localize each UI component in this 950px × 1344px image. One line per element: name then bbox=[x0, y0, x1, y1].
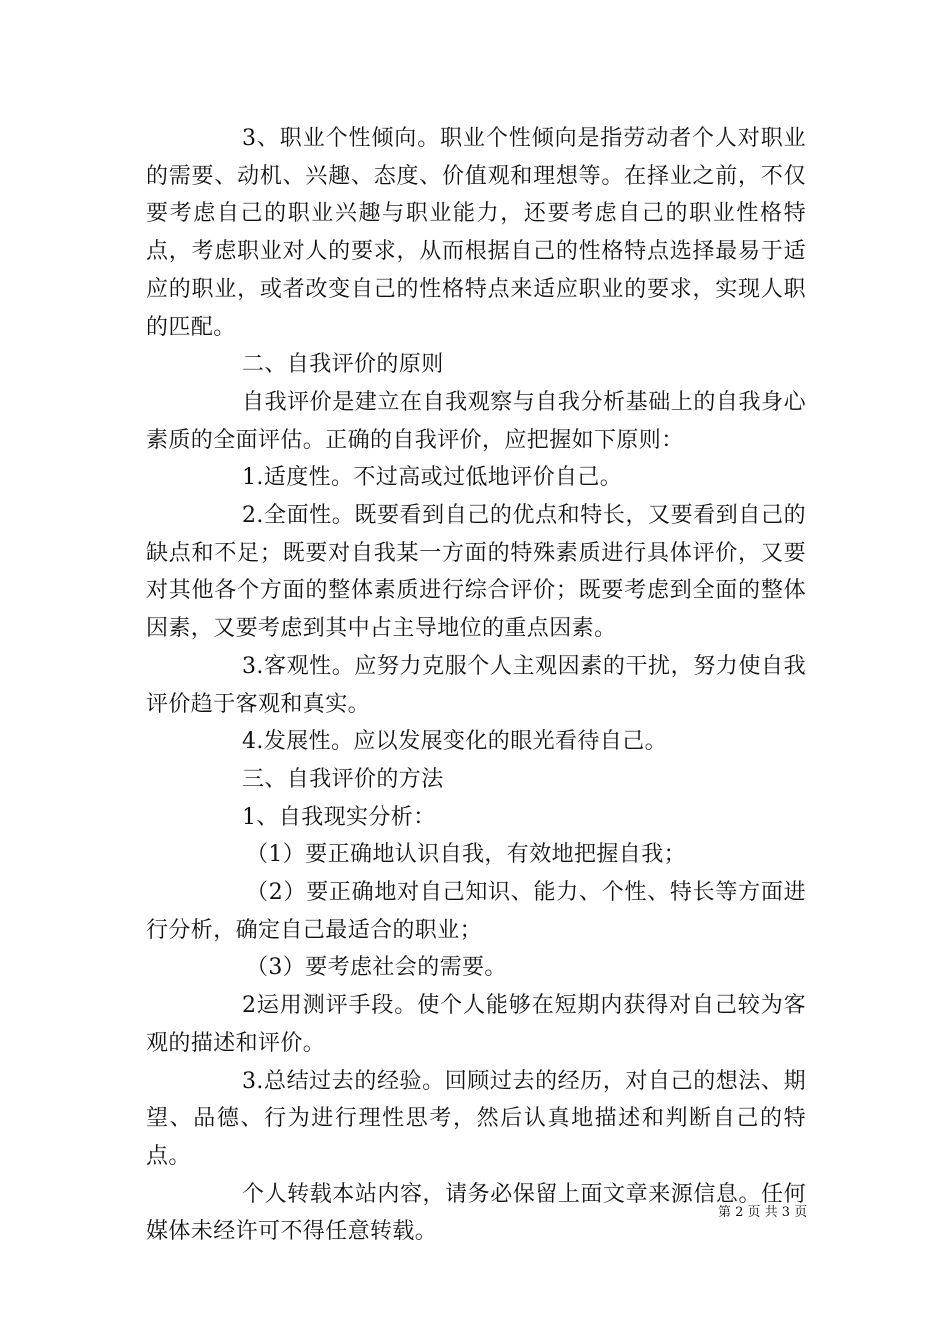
principle-development: 4.发展性。应以发展变化的眼光看待自己。 bbox=[242, 729, 667, 755]
method-self-analysis: 1、自我现实分析： bbox=[242, 804, 436, 830]
heading-self-evaluation-methods: 三、自我评价的方法 bbox=[242, 766, 444, 792]
heading-self-evaluation-principles: 二、自我评价的原则 bbox=[242, 352, 444, 378]
method-item-1: （1）要正确地认识自我，有效地把握自我； bbox=[246, 842, 686, 868]
document-body bbox=[146, 120, 806, 1251]
reprint-notice: 个人转载本站内容，请务必保留上面文章来源信息。任何媒体未经许可不得任意转载。 bbox=[146, 1181, 806, 1245]
page-number: 第 2 页 共 3 页 bbox=[718, 1205, 808, 1220]
paragraph-self-evaluation-intro: 自我评价是建立在自我观察与自我分析基础上的自我身心素质的全面评估。正确的自我评价，应把握如下原则： bbox=[146, 389, 806, 453]
method-past-experience: 3.总结过去的经验。回顾过去的经历，对自己的想法、期望、品德、行为进行理性思考，然后认真地描述和判断自己的特点。 bbox=[146, 1068, 806, 1169]
paragraph-career-personality: 3、职业个性倾向。职业个性倾向是指劳动者个人对职业的需要、动机、兴趣、态度、价值观和理想等。在择业之前，不仅要考虑自己的职业兴趣与职业能力，还要考虑自己的职业性格特点，考虑职业对人的要求，从而根据自己的性格特点选择最易于适应的职业，或者改变自己的性格特点来适应职业的要求，实现人职的匹配。 bbox=[146, 126, 806, 340]
method-assessment-tools: 2运用测评手段。使个人能够在短期内获得对自己较为客观的描述和评价。 bbox=[146, 993, 806, 1056]
principle-moderation: 1.适度性。不过高或过低地评价自己。 bbox=[242, 465, 623, 491]
method-item-2: （2）要正确地对自己知识、能力、个性、特长等方面进行分析，确定自己最适合的职业； bbox=[146, 880, 806, 943]
method-item-3: （3）要考虑社会的需要。 bbox=[246, 955, 507, 981]
principle-comprehensiveness: 2.全面性。既要看到自己的优点和特长，又要看到自己的缺点和不足；既要对自我某一方面的特殊素质进行具体评价，又要对其他各个方面的整体素质进行综合评价；既要考虑到全面的整体因素，又要考虑到其中占主导地位的重点因素。 bbox=[146, 503, 806, 642]
principle-objectivity: 3.客观性。应努力克服个人主观因素的干扰，努力使自我评价趋于客观和真实。 bbox=[146, 653, 806, 717]
